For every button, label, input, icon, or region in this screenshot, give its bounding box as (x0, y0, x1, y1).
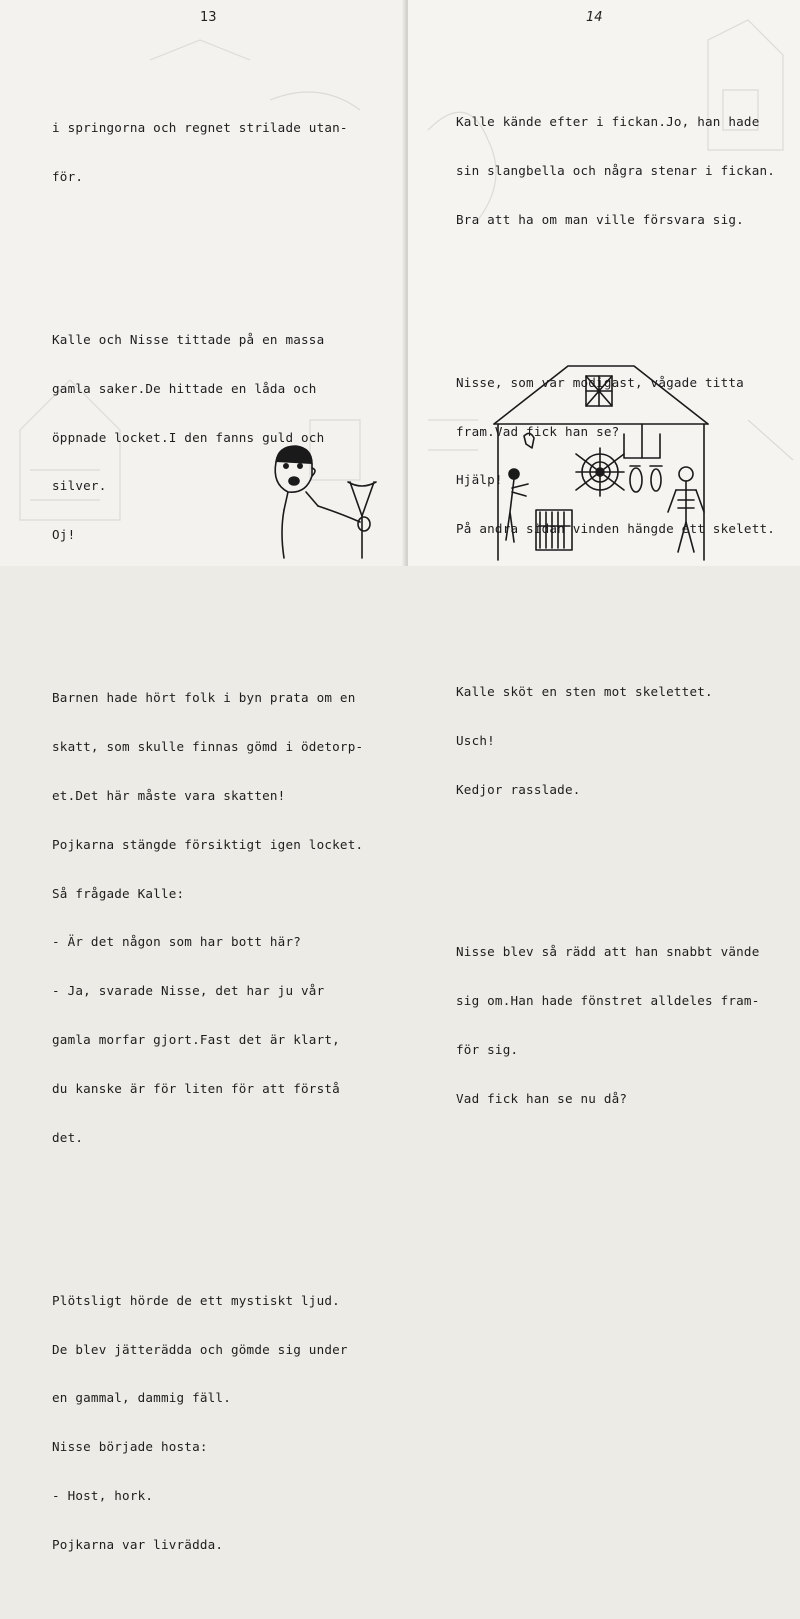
text-line: Usch! (456, 732, 495, 748)
text-line: för. (52, 169, 84, 185)
text-line: fram.Vad fick han se? (456, 423, 620, 439)
text-line: Pojkarna var livrädda. (52, 1537, 224, 1553)
text-line: för sig. (456, 1042, 519, 1058)
text-line: Oj! (52, 527, 76, 543)
text-line: Nisse blev så rädd att han snabbt vände (456, 944, 760, 960)
paragraph (456, 651, 775, 830)
text-line: silver. (52, 478, 107, 494)
text-line: - Är det någon som har bott här? (52, 934, 302, 950)
text-line: Kalle och Nisse tittade på en massa (52, 331, 325, 347)
text-line: en gammal, dammig fäll. (52, 1390, 231, 1406)
text-line: Barnen hade hört folk i byn prata om en (52, 689, 356, 705)
text-line: öppnade locket.I den fanns guld och (52, 429, 325, 445)
text-line: gamla morfar gjort.Fast det är klart, (52, 1032, 340, 1048)
text-line: Nisse började hosta: (52, 1439, 208, 1455)
text-line: Kedjor rasslade. (456, 781, 581, 797)
text-line: Hjälp! (456, 472, 503, 488)
text-line: Vad fick han se nu då? (456, 1091, 628, 1107)
page-number: 13 (200, 10, 217, 25)
paragraph (52, 657, 363, 1179)
paragraph (456, 82, 775, 261)
text-line: På andra sidan vinden hängde ett skelett. (456, 521, 776, 537)
text-line: Plötsligt hörde de ett mystiskt ljud. (52, 1292, 340, 1308)
boy-with-slingshot-drawing (262, 440, 382, 560)
text-line: du kanske är för liten för att förstå (52, 1081, 340, 1097)
text-line: det. (52, 1130, 84, 1145)
text-line: Kalle kände efter i fickan.Jo, han hade (456, 114, 760, 130)
text-line: gamla saker.De hittade en låda och (52, 380, 317, 396)
paragraph (52, 1260, 363, 1586)
text-line: Pojkarna stängde försiktigt igen locket. (52, 836, 364, 852)
text-line: Så frågade Kalle: (52, 885, 185, 901)
paragraph (456, 912, 775, 1140)
text-line: De blev jätterädda och gömde sig under (52, 1341, 348, 1357)
attic-with-skeleton-drawing (490, 362, 712, 562)
text-line: - Ja, svarade Nisse, det har ju vår (52, 983, 325, 999)
text-line: Nisse, som var modigast, vågade titta (456, 374, 744, 390)
paragraph (52, 88, 363, 218)
text-line: skatt, som skulle finnas gömd i ödetorp- (52, 738, 364, 754)
text-line: Bra att ha om man ville försvara sig. (456, 211, 744, 227)
page-number: 14 (586, 10, 603, 25)
left-page-text (52, 55, 363, 1619)
right-page (408, 0, 800, 1107)
right-page-text (456, 49, 775, 1173)
text-line: Kalle sköt en sten mot skelettet. (456, 683, 713, 699)
text-line: sig om.Han hade fönstret alldeles fram- (456, 993, 760, 1009)
text-line: - Host, hork. (52, 1488, 154, 1504)
left-page (0, 0, 405, 1553)
text-line: sin slangbella och några stenar i fickan. (456, 163, 776, 179)
text-line: i springorna och regnet strilade utan- (52, 120, 348, 136)
text-line: et.Det här måste vara skatten! (52, 787, 286, 803)
